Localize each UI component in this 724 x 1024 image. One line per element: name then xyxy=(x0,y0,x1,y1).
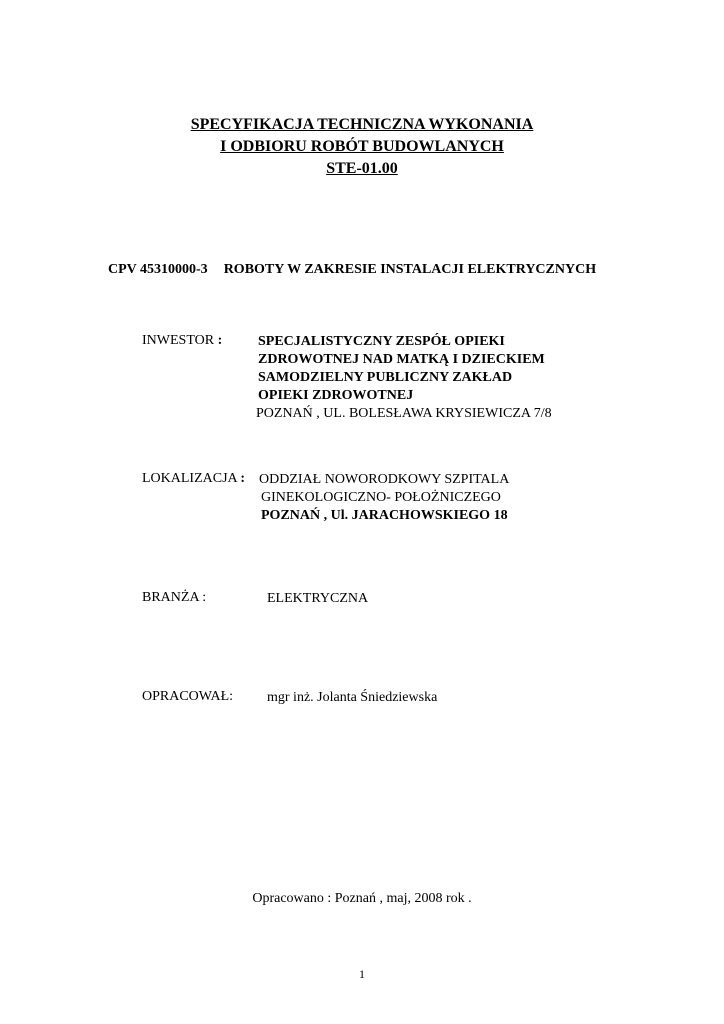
page-number: 1 xyxy=(359,967,365,981)
lokalizacja-colon: : xyxy=(240,471,246,486)
opracowal-value: mgr inż. Jolanta Śniedziewska xyxy=(267,690,438,705)
cpv-code: CPV 45310000-3 xyxy=(108,262,208,277)
prepared-date-line: Opracowano : Poznań , maj, 2008 rok . xyxy=(252,891,472,906)
document-title xyxy=(0,114,724,180)
branza-value: ELEKTRYCZNA xyxy=(267,591,369,606)
inwestor-line-4: OPIEKI ZDROWOTNEJ xyxy=(258,388,414,403)
inwestor-line-2: ZDROWOTNEJ NAD MATKĄ I DZIECKIEM xyxy=(258,352,545,367)
lokalizacja-label-group xyxy=(142,471,245,487)
title-line-1: SPECYFIKACJA TECHNICZNA WYKONANIA xyxy=(190,116,534,133)
cpv-description: ROBOTY W ZAKRESIE INSTALACJI ELEKTRYCZNYCH xyxy=(223,262,597,277)
inwestor-address: POZNAŃ , UL. BOLESŁAWA KRYSIEWICZA 7/8 xyxy=(256,406,552,421)
opracowal-label: OPRACOWAŁ: xyxy=(142,689,234,704)
title-line-3: STE-01.00 xyxy=(326,160,398,177)
inwestor-line-1: SPECJALISTYCZNY ZESPÓŁ OPIEKI xyxy=(258,334,505,349)
title-line-2: I ODBIORU ROBÓT BUDOWLANYCH xyxy=(220,138,504,155)
branza-label: BRANŻA : xyxy=(142,590,207,605)
lokalizacja-line-1: ODDZIAŁ NOWORODKOWY SZPITALA xyxy=(259,472,510,487)
lokalizacja-label: LOKALIZACJA xyxy=(142,471,237,486)
inwestor-label-group xyxy=(142,333,222,349)
lokalizacja-address: POZNAŃ , Ul. JARACHOWSKIEGO 18 xyxy=(261,508,508,523)
lokalizacja-line-2: GINEKOLOGICZNO- POŁOŻNICZEGO xyxy=(261,490,501,505)
inwestor-label: INWESTOR xyxy=(142,333,215,348)
inwestor-colon: : xyxy=(217,333,223,348)
cpv-line xyxy=(108,262,596,278)
inwestor-line-3: SAMODZIELNY PUBLICZNY ZAKŁAD xyxy=(258,370,513,385)
